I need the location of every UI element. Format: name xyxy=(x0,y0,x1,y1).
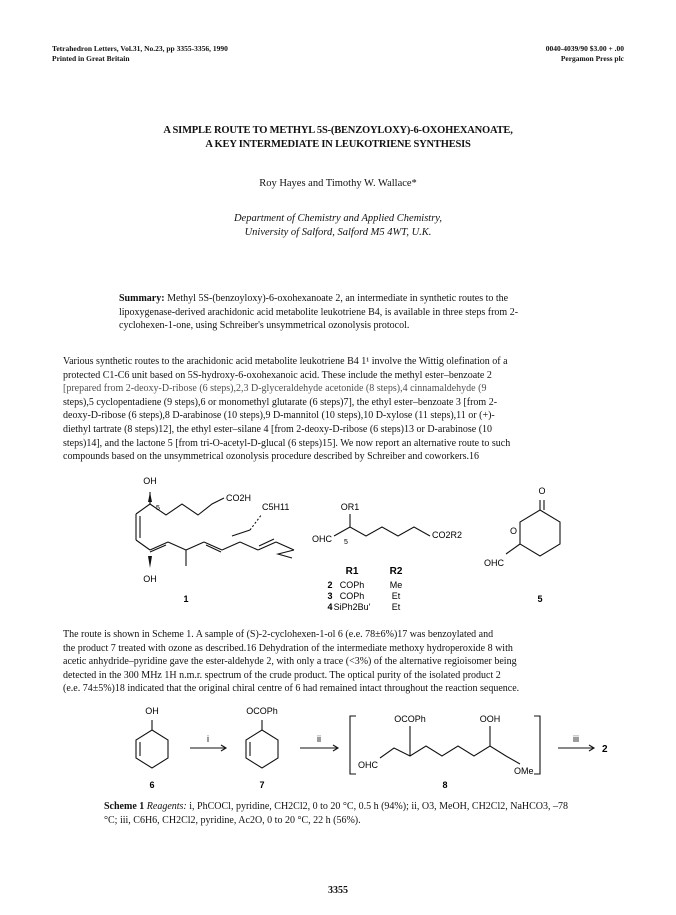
para2-line-1: The route is shown in Scheme 1. A sample of (S)-2-cyclohexen-1-ol 6 (e.e. 78±6%)17 was benzoylated and xyxy=(63,629,494,640)
summary xyxy=(119,292,559,333)
table-row-num: 2 xyxy=(327,580,333,590)
c6-oh: OH xyxy=(145,706,159,716)
c8-ocoph: OCOPh xyxy=(394,714,426,724)
caption-text: i, PhCOCl, pyridine, CH2Cl2, 0 to 20 °C, 0.5 h (94%); ii, O3, MeOH, CH2Cl2, NaHCO3, –78 °C; iii, C6H6, CH2Cl2, pyridine, Ac2O, 0 to 20 °C, 22 h (56%). xyxy=(104,801,569,826)
printed-line: Printed in Great Britain xyxy=(52,54,130,63)
c6-label: 6 xyxy=(149,780,155,790)
s5-o-ring: O xyxy=(510,526,518,536)
c7-ocoph: OCOPh xyxy=(246,706,278,716)
structures-figure xyxy=(0,470,676,620)
summary-label: Summary: xyxy=(119,293,165,304)
para1-line-3: [prepared from 2-deoxy-D-ribose (6 steps),2,3 D-glyceraldehyde acetonide (8 steps),4 cinnamaldehyde (9 xyxy=(63,383,487,395)
s5-o-carbonyl: O xyxy=(538,486,546,496)
title-line-2: A KEY INTERMEDIATE IN LEUKOTRIENE SYNTHESIS xyxy=(205,139,471,150)
c7-label: 7 xyxy=(259,780,265,790)
paper-title xyxy=(0,124,676,152)
table-row-num: 4 xyxy=(327,602,333,612)
para2-line-3: acetic anhydride–pyridine gave the ester-aldehyde 2, with only a trace (<3%) of the alternative regioisomer being xyxy=(63,656,517,668)
step-ii: ii xyxy=(317,734,321,744)
s1-label: 1 xyxy=(183,594,189,604)
c8-label: 8 xyxy=(442,780,448,790)
affiliation xyxy=(0,212,676,240)
publisher-line: Pergamon Press plc xyxy=(560,54,624,63)
caption-reagents-label: Reagents: xyxy=(146,801,187,812)
c8-ooh: OOH xyxy=(479,714,501,724)
title-line-1: A SIMPLE ROUTE TO METHYL 5S-(BENZOYLOXY)-6-OXOHEXANOATE, xyxy=(163,125,513,136)
s2-position-5: 5 xyxy=(344,539,348,546)
s1-co2h: CO2H xyxy=(226,493,252,503)
s5-ohc: OHC xyxy=(484,558,504,568)
table-row-r1: COPh xyxy=(339,591,365,601)
table-row-r1: COPh xyxy=(339,580,365,590)
para1-line-2: protected C1-C6 unit based on 5S-hydroxy-6-oxohexanoic acid. These include the methyl ester–benzoate 2 xyxy=(63,369,492,381)
para1-line-8: compounds based on the unsymmetrical ozonolysis procedure described by Schreiber and coworkers.16 xyxy=(63,451,479,463)
table-row-r2: Et xyxy=(391,602,401,612)
table-row-r2: Et xyxy=(391,591,401,601)
scheme-1 xyxy=(0,700,676,792)
authors: Roy Hayes and Timothy W. Wallace* xyxy=(259,178,417,189)
body-paragraph-2 xyxy=(63,628,615,696)
c8-ohc: OHC xyxy=(358,760,378,770)
para2-line-5: (e.e. 74±5%)18 indicated that the original chiral centre of 6 had remained intact throughout the reaction sequence. xyxy=(63,683,520,695)
step-i: i xyxy=(207,734,209,744)
para1-line-6: diethyl tartrate (8 steps)12], the ethyl ester–silane 4 [from 2-deoxy-D-ribose (6 steps)13 or D-arabinose (10 xyxy=(63,423,493,435)
summary-text: Methyl 5S-(benzoyloxy)-6-oxohexanoate 2, an intermediate in synthetic routes to the lipoxygenase-derived arachidonic acid metabolite leukotriene B4, is available in three steps from 2-cyclohexen-1-one, using Schreiber's unsymmetrical ozonolysis protocol. xyxy=(119,293,519,331)
para1-line-5: deoxy-D-ribose (6 steps),8 D-arabinose (10 steps),9 D-mannitol (10 steps),10 D-xylose (11 steps),11 or (+)- xyxy=(63,410,495,422)
page-number: 3355 xyxy=(328,885,348,896)
para1-line-7: steps)14], and the lactone 5 [from tri-O-acetyl-D-glucal (6 steps)15]. We now report an alternative route to such xyxy=(63,437,511,449)
body-paragraph-1 xyxy=(63,355,615,464)
journal-citation xyxy=(52,44,228,64)
para2-line-4: detected in the 300 MHz 1H n.m.r. spectrum of the crude product. The optical purity of the isolated product 2 xyxy=(63,669,501,681)
s1-oh-bottom: OH xyxy=(143,574,157,584)
caption-label: Scheme 1 xyxy=(104,801,145,812)
table-head-r1: R1 xyxy=(345,566,359,577)
s2-co2r2: CO2R2 xyxy=(432,530,463,540)
s5-label: 5 xyxy=(537,594,543,604)
table-row-r2: Me xyxy=(389,580,403,590)
para2-line-2: the product 7 treated with ozone as described.16 Dehydration of the intermediate methoxy hydroperoxide 8 with xyxy=(63,642,513,654)
journal-line: Tetrahedron Letters, Vol.31, No.23, pp 3355-3356, 1990 xyxy=(52,44,228,53)
para1-line-1: Various synthetic routes to the arachidonic acid metabolite leukotriene B4 1¹ involve the Wittig olefination of a xyxy=(63,356,508,367)
s2-ohc: OHC xyxy=(312,534,332,544)
table-head-r2: R2 xyxy=(389,566,403,577)
para1-line-4: steps),5 cyclopentadiene (9 steps),6 or monomethyl glutarate (6 steps)7], the ethyl ester–benzoate 3 [from 2- xyxy=(63,396,498,408)
affiliation-line-2: University of Salford, Salford M5 4WT, U.K. xyxy=(244,227,432,238)
table-row-num: 3 xyxy=(327,591,333,601)
s1-c5h11: C5H11 xyxy=(262,502,290,512)
substituent-table xyxy=(327,580,402,612)
product-label: 2 xyxy=(602,744,608,755)
affiliation-line-1: Department of Chemistry and Applied Chemistry, xyxy=(233,213,443,224)
s2-or1: OR1 xyxy=(340,502,360,512)
publisher-info xyxy=(546,44,624,64)
s1-position-5: 5 xyxy=(156,505,160,512)
code-line: 0040-4039/90 $3.00 + .00 xyxy=(545,44,624,53)
s1-oh-top: OH xyxy=(143,476,157,486)
scheme-caption xyxy=(104,800,574,827)
c8-ome: OMe xyxy=(514,766,534,776)
step-iii: iii xyxy=(573,734,579,744)
table-row-r1: SiPh2Bu' xyxy=(333,602,371,612)
